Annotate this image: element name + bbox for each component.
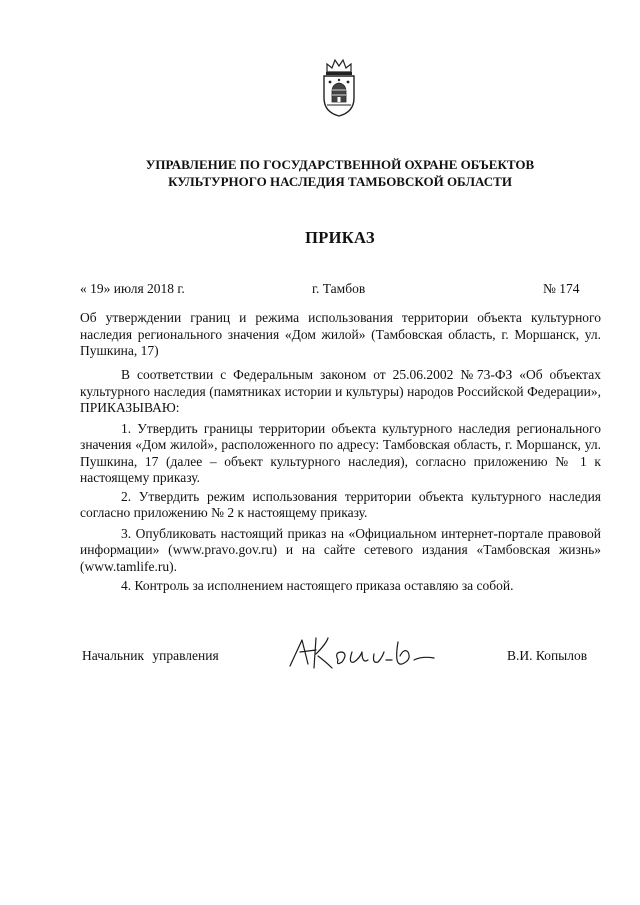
preamble-paragraph: В соответствии с Федеральным законом от 25.06.2002 №73-ФЗ «Об объектах культурного наследия (памятниках истории и культуры) народов Российской Федерации», ПРИКАЗЫВАЮ: xyxy=(80,367,601,415)
order-item-3: 3. Опубликовать настоящий приказ на «Официальном интернет-портале правовой информации» (www.pravo.gov.ru) и на сайте сетевого издания «Тамбовская жизнь» (www.tamlife.ru). xyxy=(80,525,601,574)
organization-line-1: УПРАВЛЕНИЕ ПО ГОСУДАРСТВЕННОЙ ОХРАНЕ ОБЪЕКТОВ xyxy=(145,157,535,172)
document-number: № 174 xyxy=(543,281,580,296)
organization-line-2: КУЛЬТУРНОГО НАСЛЕДИЯ ТАМБОВСКОЙ ОБЛАСТИ xyxy=(168,174,512,189)
document-subject: Об утверждении границ и режима использования территории объекта культурного наследия регионального значения «Дом жилой» (Тамбовская область, г. Моршанск, ул. Пушкина, 17) xyxy=(80,310,601,358)
document-type: ПРИКАЗ xyxy=(305,228,375,247)
order-item-2: 2. Утвердить режим использования территории объекта культурного наследия согласно приложению № 2 к настоящему приказу. xyxy=(80,488,601,520)
organization-name xyxy=(60,156,620,190)
order-item-1: 1. Утвердить границы территории объекта культурного наследия регионального значения «Дом жилой», расположенного по адресу: Тамбовская область, г. Моршанск, ул. Пушкина, 17 (далее – объект культурного наследия), согласно приложению № 1 к настоящему приказу. xyxy=(80,420,601,485)
signatory-name: В.И. Копылов xyxy=(507,648,588,663)
handwritten-signature xyxy=(282,630,442,680)
signatory-position: Начальник управления xyxy=(82,648,219,663)
document-body xyxy=(80,367,601,595)
order-item-4: 4. Контроль за исполнением настоящего приказа оставляю за собой. xyxy=(121,578,514,593)
tambov-coat-of-arms-icon xyxy=(318,58,360,118)
document-date: « 19» июля 2018 г. xyxy=(80,281,185,296)
document-city: г. Тамбов xyxy=(312,281,366,296)
